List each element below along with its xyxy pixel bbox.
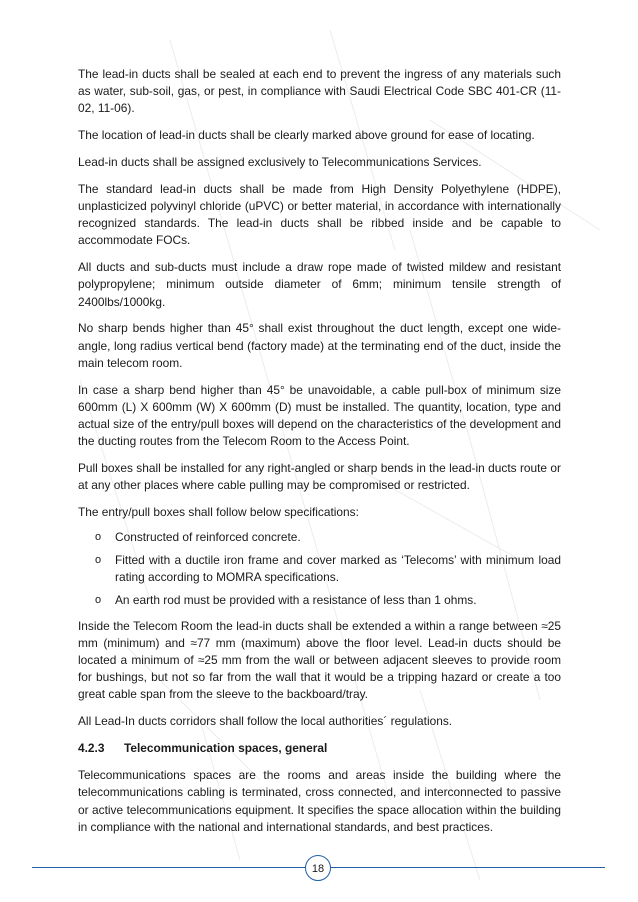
bullet-marker: o xyxy=(95,530,102,543)
paragraph: The lead-in ducts shall be sealed at each end to prevent the ingress of any materials such as water, sub-soil, gas, or pest, in compliance with Saudi Electrical Code SBC 401-CR (11-02, 11-06). xyxy=(78,67,561,116)
list-item xyxy=(78,592,561,609)
section-title: Telecommunication spaces, general xyxy=(124,741,328,756)
list-item-text: Fitted with a ductile iron frame and cover marked as ‘Telecoms’ with minimum load rating according to MOMRA specifications. xyxy=(115,553,561,585)
list-item xyxy=(78,529,561,546)
list-item-text: An earth rod must be provided with a resistance of less than 1 ohms. xyxy=(115,593,477,608)
paragraph: The standard lead-in ducts shall be made from High Density Polyethylene (HDPE), unplasticized polyvinyl chloride (uPVC) or better material, in accordance with internationally recognized standards. The lead-in ducts shall be ribbed inside and be capable to accommodate FOCs. xyxy=(78,181,561,248)
specifications-list xyxy=(78,529,561,610)
paragraph: Telecommunications spaces are the rooms and areas inside the building where the telecommunications cabling is terminated, cross connected, and interconnected to passive or active telecommunications equipment. It specifies the space allocation within the building in compliance with the national and international standards, and best practices. xyxy=(78,768,561,834)
bullet-marker: o xyxy=(95,594,102,607)
paragraph: In case a sharp bend higher than 45° be unavoidable, a cable pull-box of minimum size 600mm (L) X 600mm (W) X 600mm (D) must be installed. The quantity, location, type and actual size of the entry/pull boxes will depend on the characteristics of the development and the ducting routes from the Telecom Room to the Access Point. xyxy=(78,382,561,449)
paragraph: The entry/pull boxes shall follow below specifications: xyxy=(78,505,359,520)
bullet-marker: o xyxy=(95,554,102,567)
paragraph: The location of lead-in ducts shall be clearly marked above ground for ease of locating. xyxy=(78,128,535,143)
paragraph: Pull boxes shall be installed for any right-angled or sharp bends in the lead-in ducts route or at any other places where cable pulling may be compromised or restricted. xyxy=(78,461,561,493)
body-text xyxy=(78,66,561,846)
list-item-text: Constructed of reinforced concrete. xyxy=(115,529,301,544)
section-number: 4.2.3 xyxy=(78,741,105,756)
paragraph: All Lead-In ducts corridors shall follow the local authorities´ regulations. xyxy=(78,714,453,729)
paragraph: No sharp bends higher than 45° shall exist throughout the duct length, except one wide-angle, long radius vertical bend (factory made) at the terminating end of the duct, inside the main telecom room. xyxy=(78,321,561,370)
list-item xyxy=(78,552,561,586)
paragraph: All ducts and sub-ducts must include a draw rope made of twisted mildew and resistant polypropylene; minimum outside diameter of 6mm; minimum tensile strength of 2400lbs/1000kg. xyxy=(78,260,561,309)
section-heading xyxy=(78,740,561,757)
page-number: 18 xyxy=(305,855,331,881)
paragraph: Inside the Telecom Room the lead-in ducts shall be extended a within a range between ≈25 mm (minimum) and ≈77 mm (maximum) above the floor level. Lead-in ducts should be located a minimum of ≈25 mm from the wall or between adjacent sleeves to provide room for bushings, but not so far from the wall that it would be a tripping hazard or create a too great cable span from the sleeve to the backboard/tray. xyxy=(78,618,561,702)
paragraph: Lead-in ducts shall be assigned exclusively to Telecommunications Services. xyxy=(78,155,482,169)
